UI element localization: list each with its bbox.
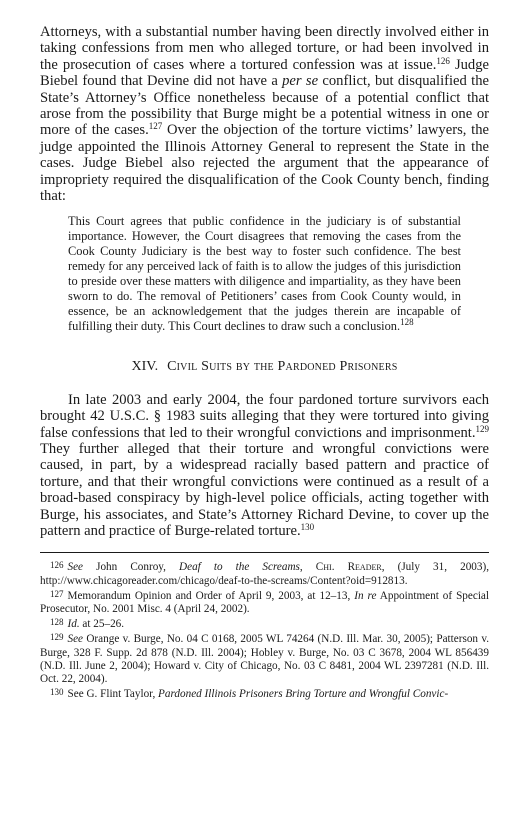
footnote-127 — [40, 588, 489, 616]
footnote-number: 126 — [50, 560, 64, 571]
paragraph-text: Judge Biebel found that Devine did not have a — [40, 56, 489, 90]
footnote-126 — [40, 559, 489, 587]
footnote-text: , — [299, 561, 316, 574]
footnote-number: 128 — [50, 617, 64, 628]
footnote-ref-127[interactable]: 127 — [148, 121, 163, 132]
footnote-128 — [40, 616, 489, 631]
citation-title: Pardoned Illinois Prisoners Bring Torture and Wrongful Convic- — [158, 688, 449, 701]
section-title: Civil Suits by the Pardoned Prisoners — [167, 358, 398, 374]
section-number: XIV. — [131, 358, 159, 374]
footnote-text: at 25–26. — [79, 618, 125, 631]
citation-signal: See — [67, 633, 84, 646]
footnote-text: Appointment of Special Prosecutor, No. 2001 Misc. 4 (April 24, 2002). — [40, 589, 490, 615]
footnote-link-text[interactable]: , (July 31, 2003), http://www.chicagoreader.com/chicago/deaf-to-the-screams/Content?oid=912813. — [40, 561, 490, 587]
footnote-number: 127 — [50, 588, 64, 599]
section-heading — [40, 359, 489, 375]
paragraph-text: They further alleged that their torture and wrongful convictions were caused, in part, by a widespread racially based pattern and practice of torture, and that their wrongful convictions were continued as a result of a broad-based conspiracy by high-level police officials, acting together with Burge, his associates, and State’s Attorney Richard Devine, to cover up the pattern and practice of Burge-related torture. — [40, 440, 489, 539]
body-paragraph-1 — [40, 24, 489, 204]
footnote-text: Memorandum Opinion and Order of April 9, 2003, at 12–13, — [67, 589, 355, 602]
footnote-129 — [40, 631, 489, 686]
footnote-number: 130 — [50, 687, 64, 698]
italic-term: Id. — [67, 618, 80, 631]
paragraph-text: conflict, but disqualified the State’s Attorney’s Office nonetheless because of a potential conflict that arose from the possibility that Burge might be a potential witness in one or more of the cases. — [40, 73, 489, 139]
italic-term: per se — [282, 73, 319, 90]
footnote-text: Orange v. Burge, No. 04 C 0168, 2005 WL 74264 (N.D. Ill. Mar. 30, 2005); Patterson v. Burge, 328 F. Supp. 2d 878 (N.D. Ill. 2004); Hobley v. Burge, No. 03 C 3678, 2004 WL 856439 (N.D. Ill. June 2, 2004); Howard v. City of Chicago, No. 03 C 8481, 2004 WL 2397281 (N.D. Ill. Oct. 22, 2004). — [40, 633, 489, 685]
footnote-text: See G. Flint Taylor, — [67, 688, 159, 701]
footnote-text: John Conroy, — [83, 561, 180, 574]
footnote-ref-128[interactable]: 128 — [400, 316, 414, 327]
footnote-ref-130[interactable]: 130 — [300, 521, 315, 532]
footnote-number: 129 — [50, 632, 64, 643]
footnote-divider — [40, 552, 489, 553]
publication-name: Chi. Reader — [315, 561, 382, 574]
footnote-ref-126[interactable]: 126 — [436, 55, 450, 66]
citation-signal: See — [67, 561, 84, 574]
footnote-ref-129[interactable]: 129 — [475, 423, 489, 434]
paragraph-text: Attorneys, with a substantial number having been directly involved either in taking confessions from men who alleged torture, or had been involved in the prosecution of cases where a tortured confession was at issue. — [40, 24, 489, 73]
paragraph-text: Over the objection of the torture victims’ lawyers, the judge appointed the Illinois Attorney General to represent the State in the cases. Judge Biebel also rejected the argument that the appearance of impropriety required the disqualification of the Cook County bench, finding that: — [40, 122, 489, 205]
body-paragraph-2 — [40, 392, 489, 540]
quote-text: This Court agrees that public confidence in the judiciary is of substantial importance. However, the Court disagrees that removing the cases from the Cook County Judiciary is the best way to foster such confidence. The best remedy for any perceived lack of faith is to allow the judges of this jurisdiction to preside over these matters with diligence and impartiality, as they have been sworn to do. The removal of Petitioners’ cases from Cook County would, in essence, be an acknowledgement that the judges therein are incapable of fulfilling their duty. This Court declines to draw such a conclusion. — [68, 214, 461, 333]
footnote-130 — [40, 686, 489, 701]
document-page — [40, 24, 489, 701]
paragraph-text: In late 2003 and early 2004, the four pardoned torture survivors each brought 42 U.S.C. § 1983 suits alleging that they were tortured into giving false confessions that led to their wrongful convictions and imprisonment. — [40, 391, 489, 441]
italic-term: In re — [354, 589, 377, 602]
citation-title: Deaf to the Screams — [179, 561, 300, 574]
block-quote — [68, 214, 461, 333]
